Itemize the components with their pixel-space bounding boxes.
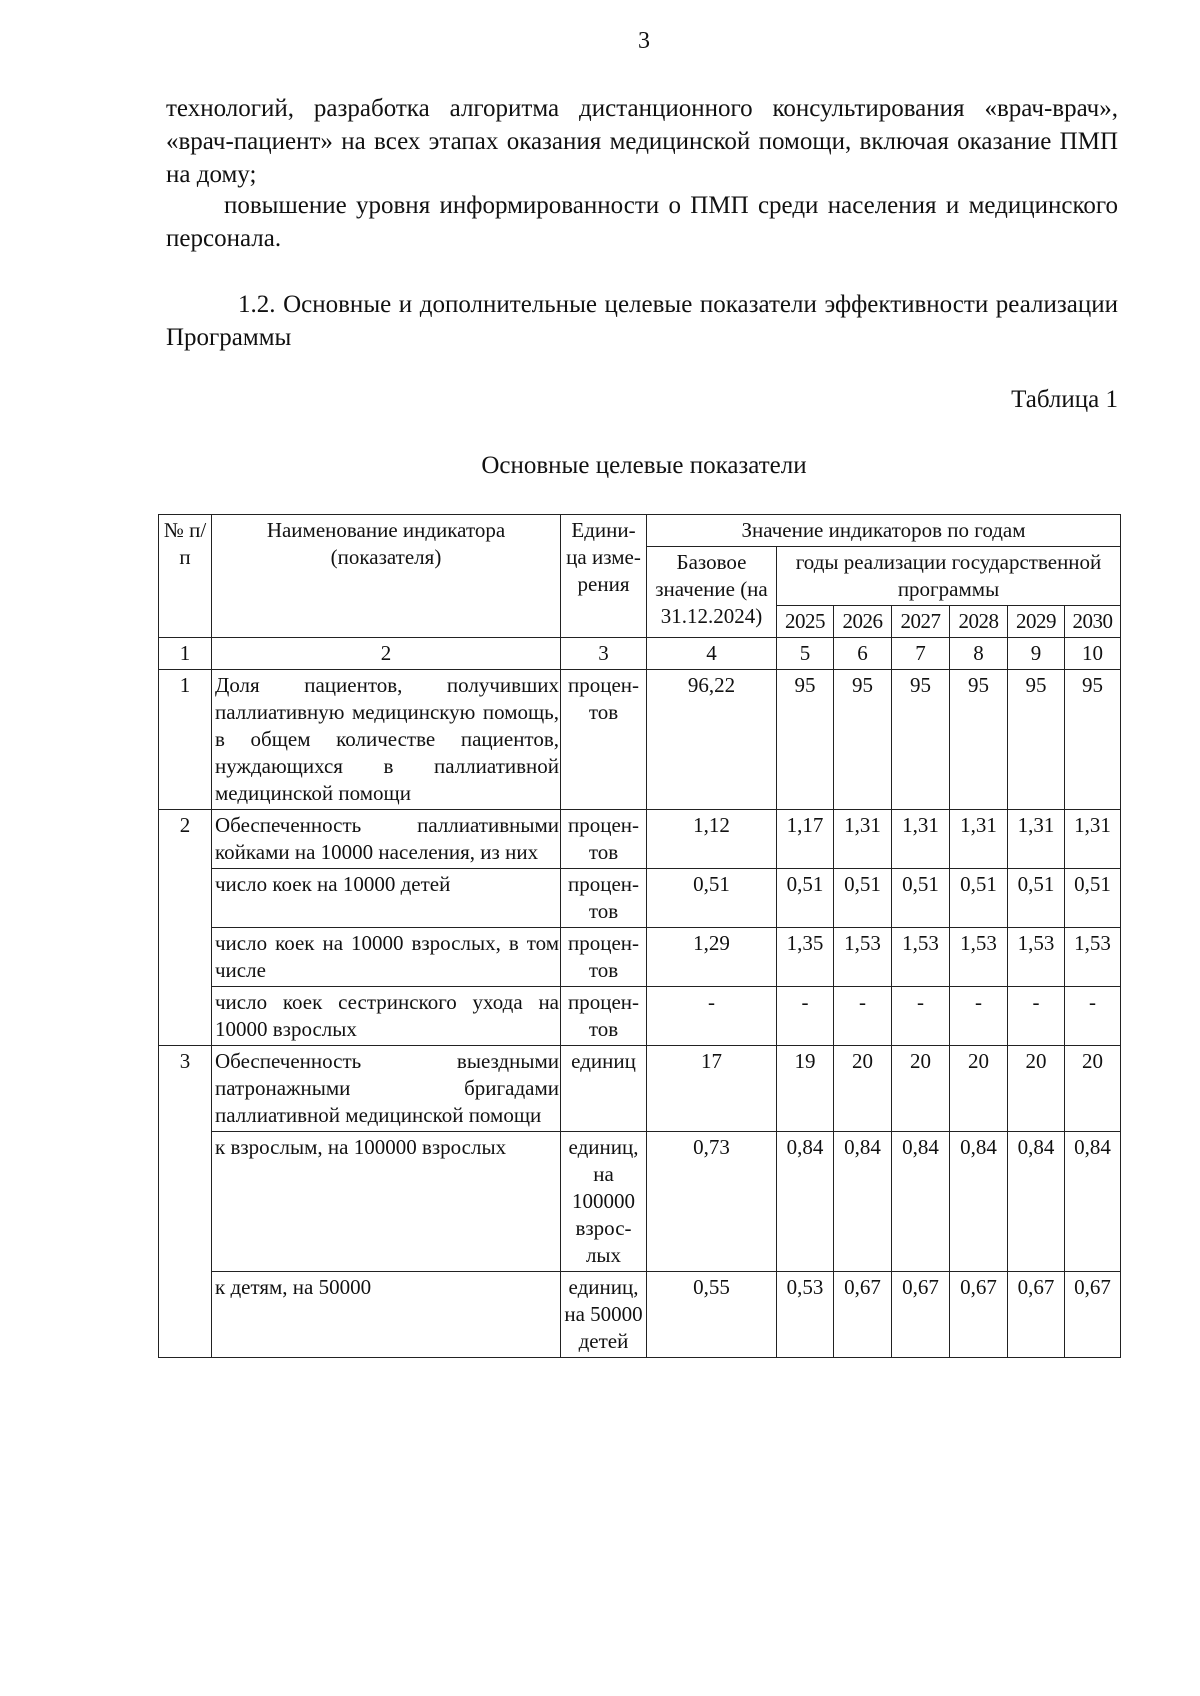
header-unit: Едини-ца изме-рения — [561, 515, 647, 638]
column-number: 1 — [159, 638, 212, 670]
indicator-name: Доля пациентов, получивших паллиативную медицинскую помощь, в общем количестве пациентов, нуждающихся в паллиативной медицинской помощи — [212, 670, 561, 810]
indicator-unit: процен-тов — [561, 928, 647, 987]
table-row — [159, 869, 1121, 928]
header-year: 2025 — [777, 606, 834, 638]
indicator-name: к детям, на 50000 — [212, 1272, 561, 1358]
indicator-name: число коек сестринского ухода на 10000 взрослых — [212, 987, 561, 1046]
indicator-year-value: 95 — [892, 670, 950, 810]
indicator-unit: единиц — [561, 1046, 647, 1132]
indicator-base-value: 96,22 — [647, 670, 777, 810]
header-name: Наименование индикатора (показателя) — [212, 515, 561, 638]
indicator-year-value: 0,67 — [1065, 1272, 1121, 1358]
indicator-year-value: 0,84 — [950, 1132, 1008, 1272]
indicator-base-value: 0,51 — [647, 869, 777, 928]
column-number: 9 — [1008, 638, 1065, 670]
indicator-base-value: 1,12 — [647, 810, 777, 869]
indicator-year-value: 95 — [950, 670, 1008, 810]
indicator-year-value: 20 — [892, 1046, 950, 1132]
indicator-year-value: 1,31 — [892, 810, 950, 869]
indicator-year-value: 95 — [1065, 670, 1121, 810]
indicator-year-value: 0,84 — [892, 1132, 950, 1272]
indicator-year-value: 0,67 — [1008, 1272, 1065, 1358]
indicator-base-value: 17 — [647, 1046, 777, 1132]
indicator-name: число коек на 10000 взрослых, в том числе — [212, 928, 561, 987]
header-year: 2030 — [1065, 606, 1121, 638]
indicator-base-value: 1,29 — [647, 928, 777, 987]
indicator-year-value: 20 — [950, 1046, 1008, 1132]
indicator-year-value: - — [777, 987, 834, 1046]
indicator-year-value: 0,84 — [834, 1132, 892, 1272]
indicator-year-value: 1,53 — [1065, 928, 1121, 987]
table-row — [159, 1272, 1121, 1358]
table-row — [159, 670, 1121, 810]
indicator-year-value: 0,84 — [1008, 1132, 1065, 1272]
indicator-year-value: 20 — [834, 1046, 892, 1132]
column-number: 6 — [834, 638, 892, 670]
indicator-name: Обеспеченность выездными патронажными бригадами паллиативной медицинской помощи — [212, 1046, 561, 1132]
indicator-year-value: 0,51 — [950, 869, 1008, 928]
indicator-year-value: 0,51 — [1065, 869, 1121, 928]
column-number: 10 — [1065, 638, 1121, 670]
column-number: 7 — [892, 638, 950, 670]
paragraph-technologies: технологий, разработка алгоритма дистанционного консультирования «врач-врач», «врач-пациент» на всех этапах оказания медицинской помощи, включая оказание ПМП на дому; — [166, 95, 1118, 188]
indicator-base-value: 0,55 — [647, 1272, 777, 1358]
indicator-year-value: 0,67 — [834, 1272, 892, 1358]
section-heading-1-2: 1.2. Основные и дополнительные целевые показатели эффективности реализации Программы — [166, 291, 1118, 351]
column-number: 5 — [777, 638, 834, 670]
indicator-year-value: 1,31 — [834, 810, 892, 869]
indicator-year-value: 1,53 — [1008, 928, 1065, 987]
indicator-year-value: 95 — [777, 670, 834, 810]
indicator-year-value: 1,53 — [892, 928, 950, 987]
indicator-year-value: 0,67 — [892, 1272, 950, 1358]
table-row — [159, 928, 1121, 987]
header-values-group: Значение индикаторов по годам — [647, 515, 1121, 547]
indicator-year-value: 1,31 — [950, 810, 1008, 869]
indicator-unit: процен-тов — [561, 670, 647, 810]
indicator-year-value: - — [1065, 987, 1121, 1046]
indicator-name: число коек на 10000 детей — [212, 869, 561, 928]
header-base: Базовое значение (на 31.12.2024) — [647, 547, 777, 638]
indicator-year-value: 0,67 — [950, 1272, 1008, 1358]
indicator-unit: процен-тов — [561, 987, 647, 1046]
column-number: 2 — [212, 638, 561, 670]
page-number: 3 — [638, 28, 650, 54]
indicator-year-value: 0,51 — [834, 869, 892, 928]
table-label: Таблица 1 — [1011, 386, 1118, 413]
indicator-year-value: 0,51 — [777, 869, 834, 928]
indicator-year-value: 20 — [1008, 1046, 1065, 1132]
indicator-year-value: 1,53 — [834, 928, 892, 987]
indicator-year-value: - — [950, 987, 1008, 1046]
row-number: 2 — [159, 810, 212, 1046]
indicator-year-value: 1,31 — [1065, 810, 1121, 869]
indicator-year-value: 20 — [1065, 1046, 1121, 1132]
column-number: 3 — [561, 638, 647, 670]
column-number: 4 — [647, 638, 777, 670]
header-year: 2029 — [1008, 606, 1065, 638]
table-row — [159, 1046, 1121, 1132]
row-number: 1 — [159, 670, 212, 810]
indicator-unit: процен-тов — [561, 810, 647, 869]
indicator-base-value: - — [647, 987, 777, 1046]
indicator-year-value: 0,51 — [892, 869, 950, 928]
indicator-year-value: 95 — [1008, 670, 1065, 810]
header-year: 2027 — [892, 606, 950, 638]
indicator-year-value: 0,84 — [1065, 1132, 1121, 1272]
indicator-year-value: 1,17 — [777, 810, 834, 869]
header-year: 2028 — [950, 606, 1008, 638]
indicator-year-value: - — [834, 987, 892, 1046]
header-year: 2026 — [834, 606, 892, 638]
indicator-name: Обеспеченность паллиативными койками на 10000 населения, из них — [212, 810, 561, 869]
indicator-year-value: 0,53 — [777, 1272, 834, 1358]
header-num: № п/п — [159, 515, 212, 638]
table-row — [159, 987, 1121, 1046]
indicator-unit: единиц, на 50000 детей — [561, 1272, 647, 1358]
paragraph-awareness: повышение уровня информированности о ПМП среди населения и медицинского персонала. — [166, 192, 1118, 252]
table-title: Основные целевые показатели — [481, 452, 807, 479]
column-number: 8 — [950, 638, 1008, 670]
indicator-year-value: 1,31 — [1008, 810, 1065, 869]
indicators-table — [158, 514, 1121, 1358]
indicator-year-value: - — [1008, 987, 1065, 1046]
table-row — [159, 1132, 1121, 1272]
indicator-year-value: 19 — [777, 1046, 834, 1132]
indicator-year-value: 1,53 — [950, 928, 1008, 987]
header-years-group: годы реализации государственной программы — [777, 547, 1121, 606]
indicator-name: к взрослым, на 100000 взрослых — [212, 1132, 561, 1272]
indicator-year-value: 1,35 — [777, 928, 834, 987]
indicator-base-value: 0,73 — [647, 1132, 777, 1272]
table-body — [159, 670, 1121, 1358]
column-numbers-row — [159, 638, 1121, 670]
indicator-unit: процен-тов — [561, 869, 647, 928]
indicator-unit: единиц, на 100000 взрос-лых — [561, 1132, 647, 1272]
indicator-year-value: 0,51 — [1008, 869, 1065, 928]
table-row — [159, 810, 1121, 869]
indicator-year-value: 95 — [834, 670, 892, 810]
indicator-year-value: - — [892, 987, 950, 1046]
indicator-year-value: 0,84 — [777, 1132, 834, 1272]
row-number: 3 — [159, 1046, 212, 1358]
